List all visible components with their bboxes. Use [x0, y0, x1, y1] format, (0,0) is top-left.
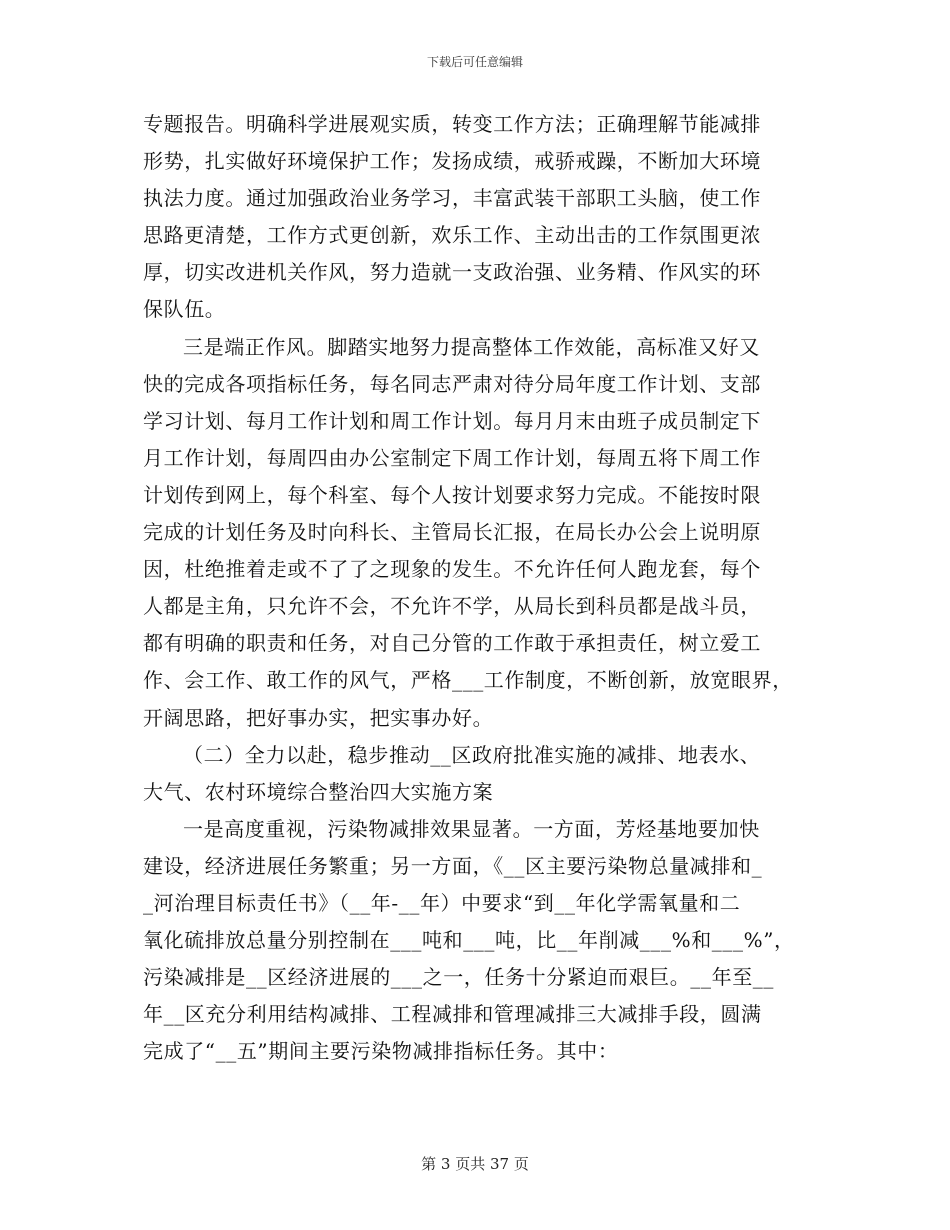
page-footer: 第 3 页共 37 页	[421, 1155, 529, 1173]
body-line: 专题报告。明确科学进展观实质，转变工作方法；正确理解节能减排	[143, 112, 761, 136]
body-line: 执法力度。通过加强政治业务学习，丰富武装干部职工头脑，使工作	[143, 186, 761, 211]
body-line: 开阔思路，把好事办实，把实事办好。	[143, 705, 494, 730]
body-line: 思路更清楚，工作方式更创新，欢乐工作、主动出击的工作氛围更浓	[143, 223, 761, 248]
body-line: 保队伍。	[143, 297, 226, 322]
body-line: 建设，经济进展任务繁重；另一方面，《__区主要污染物总量减排和_	[143, 853, 763, 878]
section-heading-line: （二）全力以赴，稳步推动__区政府批准实施的减排、地表水、	[183, 742, 761, 767]
body-line: 形势，扎实做好环境保护工作；发扬成绩，戒骄戒躁，不断加大环境	[143, 149, 761, 174]
document-body	[143, 106, 823, 1070]
body-line: _河治理目标责任书》（__年-__年）中要求“到__年化学需氧量和二	[143, 890, 741, 915]
page-header: 下载后可任意编辑	[426, 55, 523, 69]
paragraph-start-line: 一是高度重视，污染物减排效果显著。一方面，芳烃基地要加快	[183, 816, 760, 841]
body-line: 因，杜绝推着走或不了了之现象的发生。不允许任何人跑龙套，每个	[143, 557, 761, 582]
body-line: 人都是主角，只允许不会，不允许不学，从局长到科员都是战斗员，	[143, 594, 761, 619]
body-line: 月工作计划，每周四由办公室制定下周工作计划，每周五将下周工作	[143, 445, 761, 470]
paragraph-start-line: 三是端正作风。脚踏实地努力提高整体工作效能，高标准又好又	[183, 334, 760, 359]
section-heading-line: 大气、农村环境综合整治四大实施方案	[143, 779, 494, 804]
body-line: 都有明确的职责和任务，对自己分管的工作敢于承担责任，树立爱工	[143, 631, 761, 656]
body-line: 快的完成各项指标任务，每名同志严肃对待分局年度工作计划、支部	[143, 371, 761, 396]
body-line: 作、会工作、敢工作的风气，严格___工作制度，不断创新，放宽眼界，	[143, 668, 793, 693]
body-line: 年__区充分利用结构减排、工程减排和管理减排三大减排手段，圆满	[143, 1002, 762, 1027]
body-line: 污染减排是__区经济进展的___之一，任务十分紧迫而艰巨。__年至__	[143, 965, 774, 990]
body-line: 氧化硫排放总量分别控制在___吨和___吨，比__年削减___%和___%”，	[143, 928, 795, 953]
body-line: 完成了“__五”期间主要污染物减排指标任务。其中：	[143, 1039, 619, 1064]
body-line: 学习计划、每月工作计划和周工作计划。每月月末由班子成员制定下	[143, 408, 761, 433]
body-line: 完成的计划任务及时向科长、主管局长汇报，在局长办公会上说明原	[143, 520, 761, 545]
body-line: 厚，切实改进机关作风，努力造就一支政治强、业务精、作风实的环	[143, 260, 761, 285]
body-line: 计划传到网上，每个科室、每个人按计划要求努力完成。不能按时限	[143, 482, 761, 507]
